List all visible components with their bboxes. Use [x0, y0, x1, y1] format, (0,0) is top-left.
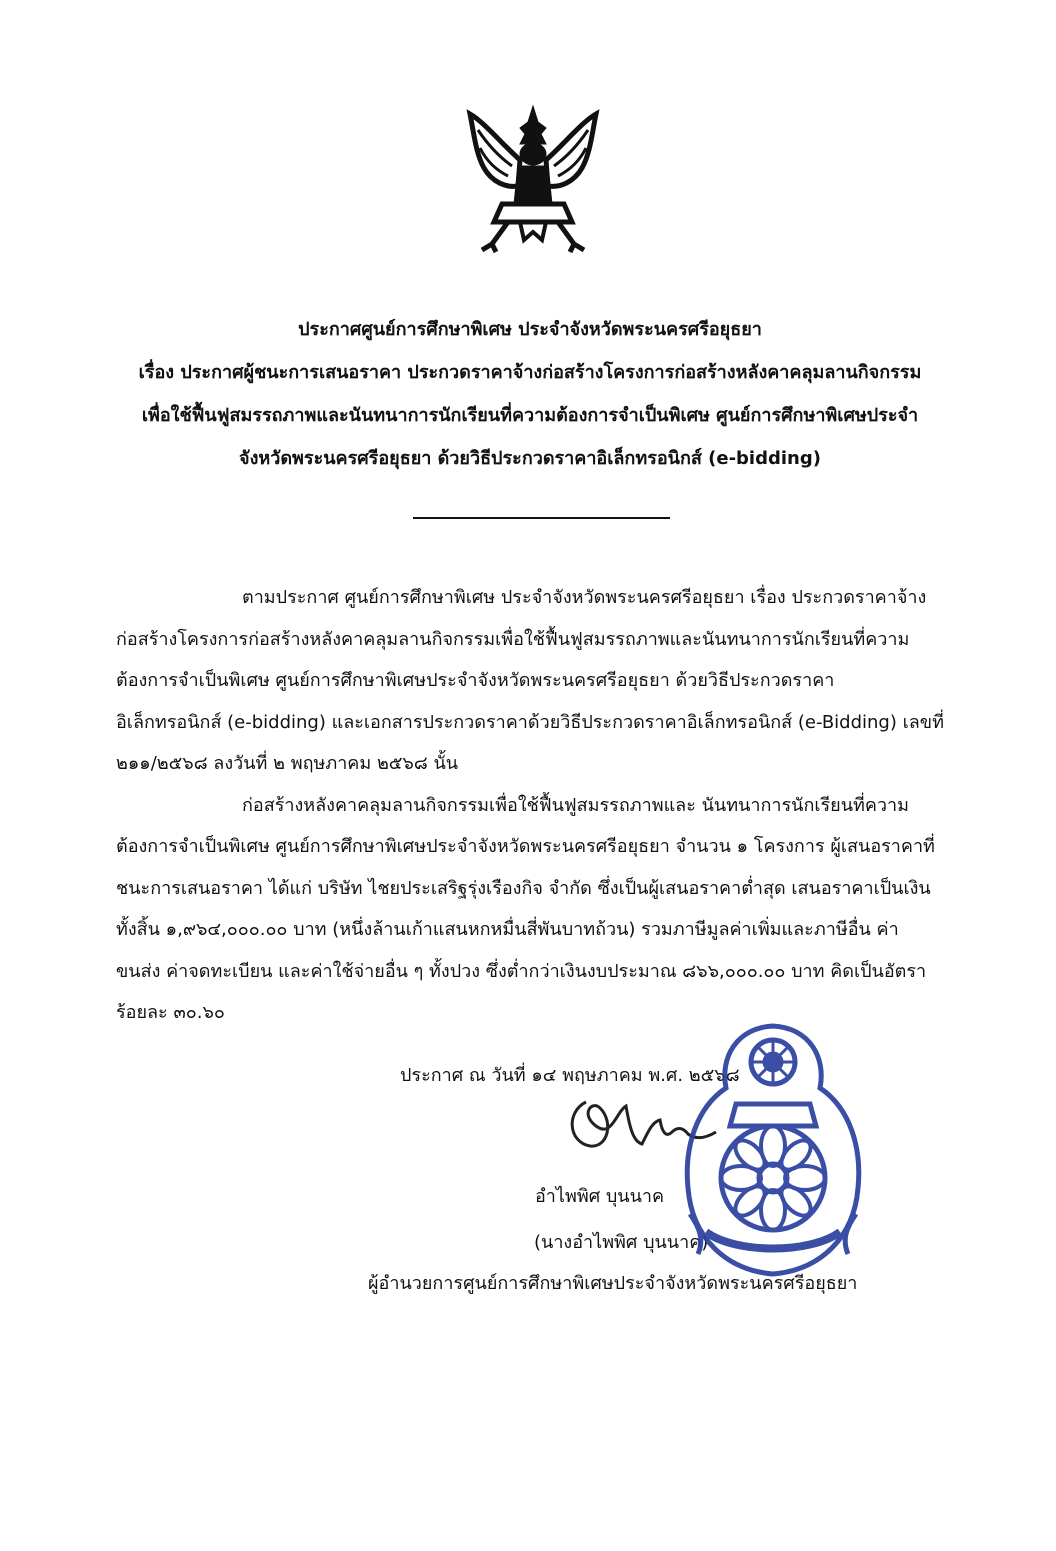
body-line: ทั้งสิ้น ๑,๙๖๔,๐๐๐.๐๐ บาท (หนึ่งล้านเก้าแสนหกหมื่นสี่พันบาทถ้วน) รวมภาษีมูลค่าเพิ่มและภาษีอื่น ค่า: [116, 919, 899, 940]
body-line: ต้องการจำเป็นพิเศษ ศูนย์การศึกษาพิเศษประจำจังหวัดพระนครศรีอยุธยา จำนวน ๑ โครงการ ผู้เสนอราคาที่: [116, 836, 935, 857]
title-line: ประกาศศูนย์การศึกษาพิเศษ ประจำจังหวัดพระนครศรีอยุธยา: [298, 319, 762, 340]
office-seal-icon: [676, 1018, 870, 1280]
body-line: อิเล็กทรอนิกส์ (e-bidding) และเอกสารประกวดราคาด้วยวิธีประกวดราคาอิเล็กทรอนิกส์ (e-Bidding) เลขที่: [116, 711, 944, 733]
title-line: เรื่อง ประกาศผู้ชนะการเสนอราคา ประกวดราคาจ้างก่อสร้างโครงการก่อสร้างหลังคาคลุมลานกิจกรรม: [138, 362, 922, 383]
signer-full-name: (นางอำไพพิศ บุนนาค): [534, 1232, 709, 1253]
body-line: ขนส่ง ค่าจดทะเบียน และค่าใช้จ่ายอื่น ๆ ทั้งปวง ซึ่งต่ำกว่าเงินงบประมาณ ๘๖๖,๐๐๐.๐๐ บาท คิดเป็นอัตรา: [116, 960, 927, 982]
body-line: ก่อสร้างโครงการก่อสร้างหลังคาคลุมลานกิจกรรมเพื่อใช้ฟื้นฟูสมรรถภาพและนันทนาการนักเรียนที่ความ: [116, 628, 910, 650]
garuda-emblem-icon: [462, 104, 604, 254]
body-line: ชนะการเสนอราคา ได้แก่ บริษัท ไชยประเสริฐรุ่งเรืองกิจ จำกัด ซึ่งเป็นผู้เสนอราคาต่ำสุด เสนอราคาเป็นเงิน: [116, 877, 931, 899]
title-line: เพื่อใช้ฟื้นฟูสมรรถภาพและนันทนาการนักเรียนที่ความต้องการจำเป็นพิเศษ ศูนย์การศึกษาพิเศษประจำ: [141, 405, 919, 426]
body-line: ต้องการจำเป็นพิเศษ ศูนย์การศึกษาพิเศษประจำจังหวัดพระนครศรีอยุธยา ด้วยวิธีประกวดราคา: [116, 670, 835, 691]
signer-name: อำไพพิศ บุนนาค: [535, 1186, 665, 1207]
announce-date: ประกาศ ณ วันที่ ๑๔ พฤษภาคม พ.ศ. ๒๕๖๘: [400, 1065, 740, 1086]
announcement-body: [116, 577, 968, 1034]
body-line: ก่อสร้างหลังคาคลุมลานกิจกรรมเพื่อใช้ฟื้นฟูสมรรถภาพและ นันทนาการนักเรียนที่ความ: [242, 794, 910, 816]
announcement-title: [90, 308, 970, 480]
title-line: จังหวัดพระนครศรีอยุธยา ด้วยวิธีประกวดราคาอิเล็กทรอนิกส์ (e-bidding): [239, 448, 821, 469]
title-divider: [413, 517, 670, 519]
body-line: ๒๑๑/๒๕๖๘ ลงวันที่ ๒ พฤษภาคม ๒๕๖๘ นั้น: [116, 753, 459, 774]
body-line: ตามประกาศ ศูนย์การศึกษาพิเศษ ประจำจังหวัดพระนครศรีอยุธยา เรื่อง ประกวดราคาจ้าง: [242, 587, 927, 608]
body-line: ร้อยละ ๓๐.๖๐: [116, 1002, 225, 1023]
signer-position: ผู้อำนวยการศูนย์การศึกษาพิเศษประจำจังหวัดพระนครศรีอยุธยา: [368, 1273, 858, 1294]
